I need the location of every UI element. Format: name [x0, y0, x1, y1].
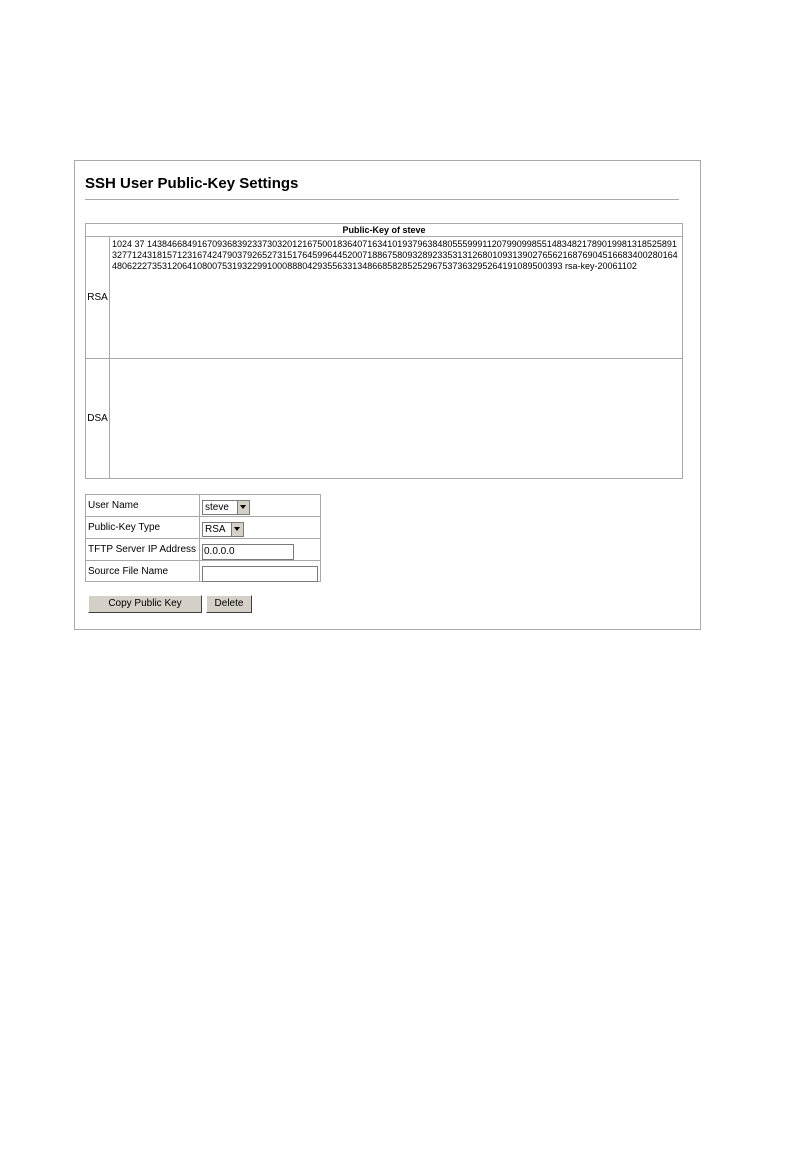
user-name-label: User Name — [86, 495, 200, 516]
key-type-value: RSA — [205, 524, 226, 535]
chevron-down-icon[interactable] — [231, 523, 243, 536]
copy-public-key-button[interactable]: Copy Public Key — [88, 595, 202, 613]
tftp-server-row — [86, 539, 320, 561]
source-file-input[interactable] — [202, 566, 318, 582]
key-type-row — [86, 517, 320, 539]
public-key-table-header: Public-Key of steve — [86, 224, 682, 237]
page-title: SSH User Public-Key Settings — [85, 175, 299, 192]
key-type-select[interactable] — [202, 522, 244, 537]
rsa-key-value: 1024 37 143846684916709368392337303201216750018364071634101937963848055599911207990998551483482178901998131852589132771243181571231674247903792652731517645996445200718867580932892335313126801093139027656216876904516683400280164480622273531206410800753193229910008880429355633134866858285252967537363295264191089500393 rsa-key-20061102 — [112, 239, 678, 272]
dsa-key-label: DSA — [86, 359, 110, 478]
rsa-key-label: RSA — [86, 237, 110, 358]
public-key-table — [85, 223, 683, 479]
chevron-down-icon[interactable] — [237, 501, 249, 514]
public-key-form — [85, 494, 321, 582]
user-name-row — [86, 495, 320, 517]
tftp-server-input[interactable] — [202, 544, 294, 560]
rsa-key-row — [86, 237, 682, 359]
title-divider — [85, 199, 679, 200]
source-file-row — [86, 561, 320, 582]
user-name-select[interactable] — [202, 500, 250, 515]
user-name-value: steve — [205, 502, 229, 513]
dsa-key-row — [86, 359, 682, 478]
tftp-server-label: TFTP Server IP Address — [86, 539, 200, 560]
delete-button[interactable]: Delete — [206, 595, 252, 613]
key-type-label: Public-Key Type — [86, 517, 200, 538]
ssh-public-key-panel — [74, 160, 701, 630]
source-file-label: Source File Name — [86, 561, 200, 582]
